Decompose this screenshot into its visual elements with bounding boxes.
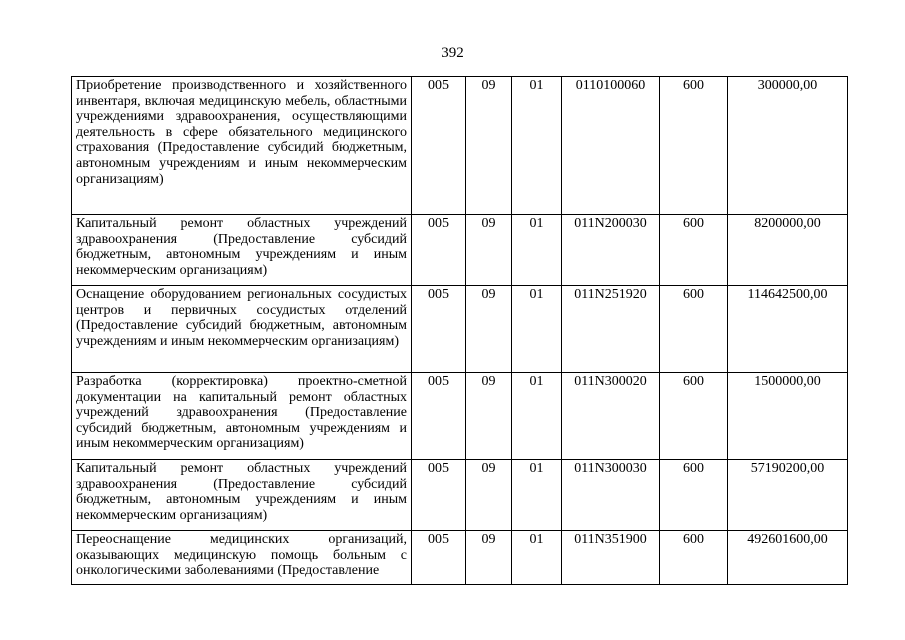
row-ministry-code: 005 <box>412 531 466 585</box>
row-subsection-code: 01 <box>512 373 562 460</box>
row-section-code: 09 <box>466 373 512 460</box>
row-section-code: 09 <box>466 215 512 286</box>
row-section-code: 09 <box>466 77 512 215</box>
row-target-article-code: 011N300030 <box>562 460 660 531</box>
row-amount: 8200000,00 <box>728 215 848 286</box>
row-amount: 300000,00 <box>728 77 848 215</box>
table-row <box>72 460 848 531</box>
table-row <box>72 286 848 373</box>
row-description: Приобретение производственного и хозяйственного инвентаря, включая медицинскую мебель, областными учреждениями здравоохранения, осуществляющими деятельность в сфере обязательного медицинского страхования (Предоставление субсидий бюджетным, автономным учреждениям и иным некоммерческим организациям) <box>72 77 412 215</box>
row-expense-type-code: 600 <box>660 77 728 215</box>
row-subsection-code: 01 <box>512 531 562 585</box>
row-expense-type-code: 600 <box>660 215 728 286</box>
row-section-code: 09 <box>466 531 512 585</box>
row-section-code: 09 <box>466 286 512 373</box>
row-expense-type-code: 600 <box>660 460 728 531</box>
row-target-article-code: 011N200030 <box>562 215 660 286</box>
page-number: 392 <box>441 45 464 61</box>
row-amount: 492601600,00 <box>728 531 848 585</box>
row-expense-type-code: 600 <box>660 531 728 585</box>
row-ministry-code: 005 <box>412 77 466 215</box>
row-description: Переоснащение медицинских организаций, оказывающих медицинскую помощь больным с онкологическими заболеваниями (Предоставление <box>72 531 412 585</box>
row-target-article-code: 011N351900 <box>562 531 660 585</box>
row-subsection-code: 01 <box>512 286 562 373</box>
budget-table <box>71 76 848 585</box>
table-row <box>72 215 848 286</box>
table-row <box>72 531 848 585</box>
row-description: Оснащение оборудованием региональных сосудистых центров и первичных сосудистых отделений (Предоставление субсидий бюджетным, автономным учреждениям и иным некоммерческим организациям) <box>72 286 412 373</box>
table-row <box>72 77 848 215</box>
row-ministry-code: 005 <box>412 215 466 286</box>
row-section-code: 09 <box>466 460 512 531</box>
row-ministry-code: 005 <box>412 286 466 373</box>
row-amount: 1500000,00 <box>728 373 848 460</box>
row-subsection-code: 01 <box>512 77 562 215</box>
row-description: Капитальный ремонт областных учреждений здравоохранения (Предоставление субсидий бюджетным, автономным учреждениям и иным некоммерческим организациям) <box>72 460 412 531</box>
row-target-article-code: 0110100060 <box>562 77 660 215</box>
row-description: Капитальный ремонт областных учреждений здравоохранения (Предоставление субсидий бюджетным, автономным учреждениям и иным некоммерческим организациям) <box>72 215 412 286</box>
row-subsection-code: 01 <box>512 215 562 286</box>
row-target-article-code: 011N251920 <box>562 286 660 373</box>
row-target-article-code: 011N300020 <box>562 373 660 460</box>
row-amount: 57190200,00 <box>728 460 848 531</box>
row-description: Разработка (корректировка) проектно-сметной документации на капитальный ремонт областных учреждений здравоохранения (Предоставление субсидий бюджетным, автономным учреждениям и иным некоммерческим организациям) <box>72 373 412 460</box>
row-subsection-code: 01 <box>512 460 562 531</box>
row-ministry-code: 005 <box>412 373 466 460</box>
row-amount: 114642500,00 <box>728 286 848 373</box>
table-row <box>72 373 848 460</box>
row-ministry-code: 005 <box>412 460 466 531</box>
row-expense-type-code: 600 <box>660 373 728 460</box>
row-expense-type-code: 600 <box>660 286 728 373</box>
